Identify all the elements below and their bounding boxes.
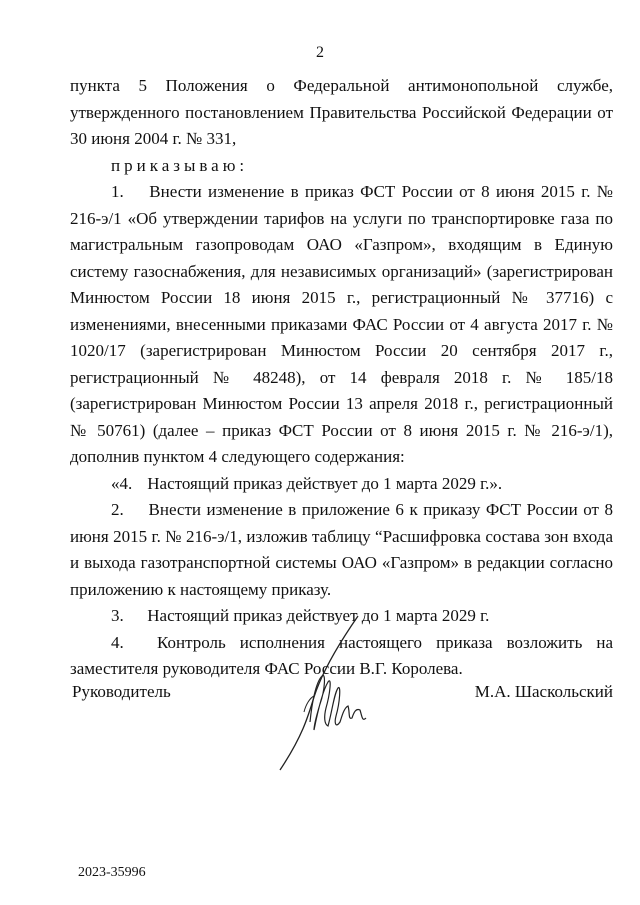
paragraph-intro: пункта 5 Положения о Федеральной антимонопольной службе, утвержденного постановлением Правительства Российской Федерации от 30 июня 2004 г. № 331, <box>70 76 613 148</box>
paragraph-item-1 <box>70 179 613 471</box>
signer-role: Руководитель <box>72 682 171 701</box>
paragraph-item-2 <box>70 497 613 603</box>
item-1-number: 1. <box>111 182 124 201</box>
item-2-number: 2. <box>111 500 124 519</box>
item-3-number: 3. <box>111 606 124 625</box>
item-4-text: Контроль исполнения настоящего приказа возложить на заместителя руководителя ФАС России В.Г. Королева. <box>70 632 613 678</box>
document-number: 2023-35996 <box>78 865 146 880</box>
item-4-number: 4. <box>111 632 124 652</box>
paragraph-item-1-quote <box>70 471 613 498</box>
item-1-text: Внести изменение в приказ ФСТ России от 8 июня 2015 г. № 216-э/1 «Об утверждении тарифов на услуги по транспортировке газа по магистральным газопроводам ОАО «Газпром», входящим в Единую систему газоснабжения, для независимых организаций» (зарегистрирован Минюстом России 18 июня 2015 г., регистрационный № 37716) с изменениями, внесенными приказами ФАС России от 4 августа 2017 г. № 1020/17 (зарегистрирован Минюстом России 20 сентября 2017 г., регистрационный № 48248), от 14 февраля 2018 г. № 185/18 (зарегистрирован Минюстом России 13 апреля 2018 г., регистрационный № 50761) (далее – приказ ФСТ России от 8 июня 2015 г. № 216-э/1), дополнив пунктом 4 следующего содержания: <box>70 182 614 466</box>
item-1-quote-text: Настоящий приказ действует до 1 марта 2029 г.». <box>147 473 503 493</box>
order-word: приказываю: <box>111 155 249 175</box>
item-1-quote-number: «4. <box>111 473 133 493</box>
item-2-text: Внести изменение в приложение 6 к приказу ФСТ России от 8 июня 2015 г. № 216-э/1, изложив таблицу “Расшифровка состава зон входа и выхода газотранспортной системы ОАО «Газпром» в редакции согласно приложению к настоящему приказу. <box>70 500 614 599</box>
item-3-text: Настоящий приказ действует до 1 марта 2029 г. <box>147 606 490 625</box>
handwritten-signature <box>270 612 380 772</box>
page-number: 2 <box>316 44 324 61</box>
signer-name: М.А. Шаскольский <box>474 682 613 701</box>
document-body <box>70 73 613 683</box>
